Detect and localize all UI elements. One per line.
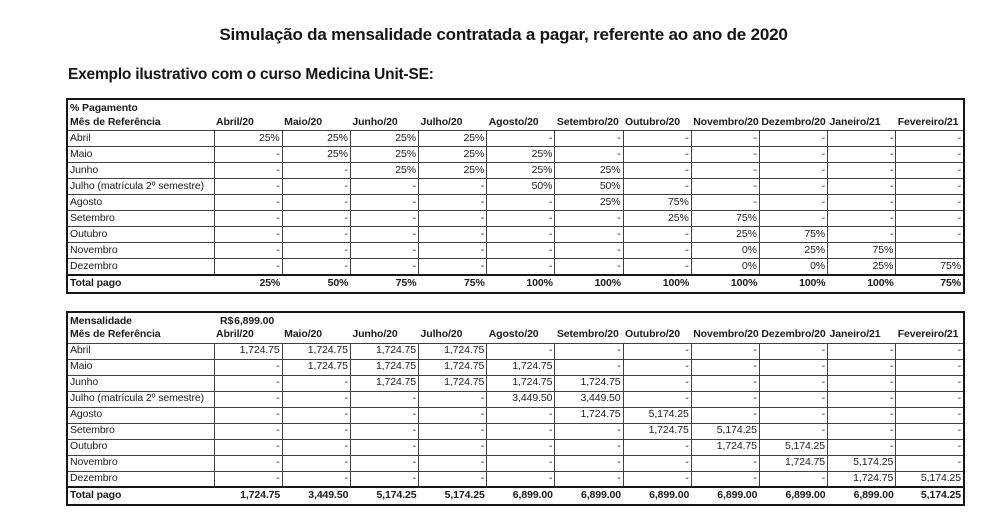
value-cell: - [896, 359, 964, 375]
month-column-header: Outubro/20 [625, 115, 681, 128]
value-cell: 25% [487, 163, 555, 179]
total-value-cell: 100% [691, 275, 759, 293]
table-row [67, 195, 964, 211]
value-cell: - [623, 179, 691, 195]
value-cell: - [214, 471, 282, 487]
value-cell: 50% [487, 179, 555, 195]
value-cell: 5,174.25 [759, 439, 827, 455]
value-cell: 5,174.25 [691, 423, 759, 439]
value-cell: - [759, 423, 827, 439]
table-row [67, 131, 964, 147]
value-cell: - [896, 343, 964, 359]
value-cell: - [896, 375, 964, 391]
total-value-cell: 100% [828, 275, 896, 293]
total-value-cell: 1,724.75 [214, 487, 282, 505]
value-cell: - [487, 455, 555, 471]
value-cell: 25% [691, 227, 759, 243]
value-cell: - [759, 391, 827, 407]
value-cell: - [214, 359, 282, 375]
value-cell: - [828, 375, 896, 391]
table-row [67, 455, 964, 471]
value-cell: - [896, 211, 964, 227]
value-cell: - [691, 407, 759, 423]
month-column-header: Junho/20 [352, 328, 398, 341]
page-subtitle: Exemplo ilustrativo com o curso Medicina Unit-SE: [68, 66, 434, 83]
value-cell: - [214, 179, 282, 195]
value-cell: 1,724.75 [487, 375, 555, 391]
value-cell: - [691, 163, 759, 179]
value-cell: 1,724.75 [555, 375, 623, 391]
row-label: Agosto [67, 195, 214, 211]
value-cell: - [555, 147, 623, 163]
value-cell: - [896, 455, 964, 471]
value-cell: - [282, 439, 350, 455]
value-cell: - [419, 195, 487, 211]
value-cell: 25% [350, 147, 418, 163]
row-label: Julho (matrícula 2º semestre) [67, 391, 214, 407]
value-cell: - [350, 179, 418, 195]
value-cell: - [896, 147, 964, 163]
value-cell: - [555, 455, 623, 471]
table-row [67, 343, 964, 359]
column-header-row [67, 327, 964, 343]
table-row [67, 359, 964, 375]
value-cell: 0% [759, 259, 827, 275]
table-title-row [67, 99, 964, 115]
total-value-cell: 100% [555, 275, 623, 293]
value-cell: - [214, 391, 282, 407]
value-cell: 1,724.75 [214, 343, 282, 359]
value-cell: 1,724.75 [350, 359, 418, 375]
value-cell: - [896, 391, 964, 407]
value-cell: - [896, 407, 964, 423]
month-column-header: Maio/20 [284, 328, 322, 341]
value-cell: 25% [282, 147, 350, 163]
value-cell: - [896, 227, 964, 243]
value-cell: - [419, 391, 487, 407]
value-cell: - [282, 163, 350, 179]
value-cell: - [759, 407, 827, 423]
value-cell: - [623, 439, 691, 455]
value-cell: - [350, 407, 418, 423]
value-cell: - [214, 439, 282, 455]
value-cell: - [350, 259, 418, 275]
total-value-cell: 100% [487, 275, 555, 293]
value-cell: - [555, 211, 623, 227]
value-cell: - [419, 423, 487, 439]
value-cell: - [828, 343, 896, 359]
row-label: Junho [67, 375, 214, 391]
table-title: Mensalidade [70, 314, 132, 327]
row-label: Setembro [67, 211, 214, 227]
total-label: Total pago [67, 275, 214, 293]
value-cell: - [555, 439, 623, 455]
value-cell: - [828, 195, 896, 211]
value-cell: - [487, 243, 555, 259]
value-cell: 1,724.75 [419, 343, 487, 359]
value-cell: - [487, 131, 555, 147]
value-cell: 75% [896, 259, 964, 275]
value-cell: - [555, 423, 623, 439]
total-value-cell: 25% [214, 275, 282, 293]
value-cell: - [350, 243, 418, 259]
value-cell: - [555, 343, 623, 359]
value-cell: 25% [555, 195, 623, 211]
value-cell: - [282, 227, 350, 243]
value-cell: - [419, 211, 487, 227]
value-cell: - [282, 375, 350, 391]
value-cell [896, 243, 964, 259]
value-cell: - [555, 471, 623, 487]
row-label: Outubro [67, 227, 214, 243]
value-cell: - [350, 439, 418, 455]
value-cell: - [759, 179, 827, 195]
monthly-fee-value: 6,899.00 [234, 314, 275, 327]
value-cell: - [828, 147, 896, 163]
table-row [67, 243, 964, 259]
value-cell: - [214, 211, 282, 227]
total-value-cell: 75% [419, 275, 487, 293]
row-label: Novembro [67, 243, 214, 259]
value-cell: 25% [419, 163, 487, 179]
month-column-header: Janeiro/21 [829, 328, 881, 341]
reference-month-header: Mês de Referência [70, 328, 161, 341]
value-cell: - [419, 455, 487, 471]
value-cell: 75% [623, 195, 691, 211]
value-cell: 25% [282, 131, 350, 147]
value-cell: - [896, 163, 964, 179]
value-cell: - [896, 423, 964, 439]
value-cell: - [759, 211, 827, 227]
value-cell: - [555, 227, 623, 243]
value-cell: - [282, 407, 350, 423]
value-cell: 50% [555, 179, 623, 195]
amount-payment-table [66, 311, 965, 507]
value-cell: - [691, 195, 759, 211]
table-row [67, 471, 964, 487]
value-cell: - [350, 227, 418, 243]
value-cell: - [419, 471, 487, 487]
value-cell: 1,724.75 [350, 343, 418, 359]
value-cell: - [350, 211, 418, 227]
value-cell: - [691, 147, 759, 163]
table-row [67, 147, 964, 163]
row-label: Julho (matrícula 2º semestre) [67, 179, 214, 195]
row-label: Junho [67, 163, 214, 179]
month-column-header: Agosto/20 [488, 328, 539, 341]
value-cell: 25% [828, 259, 896, 275]
value-cell: - [828, 407, 896, 423]
table-title: % Pagamento [70, 102, 138, 114]
month-column-header: Maio/20 [284, 115, 322, 128]
value-cell: - [623, 259, 691, 275]
value-cell: - [759, 471, 827, 487]
value-cell: - [759, 163, 827, 179]
row-label: Dezembro [67, 259, 214, 275]
value-cell: - [623, 391, 691, 407]
value-cell: - [350, 471, 418, 487]
row-label: Outubro [67, 439, 214, 455]
total-value-cell: 3,449.50 [282, 487, 350, 505]
month-column-header: Setembro/20 [556, 115, 619, 128]
value-cell: 25% [487, 147, 555, 163]
table-row [67, 423, 964, 439]
total-value-cell: 50% [282, 275, 350, 293]
value-cell: 25% [350, 131, 418, 147]
total-value-cell: 6,899.00 [555, 487, 623, 505]
total-value-cell: 5,174.25 [350, 487, 418, 505]
total-value-cell: 5,174.25 [896, 487, 964, 505]
value-cell: - [419, 439, 487, 455]
value-cell: 1,724.75 [419, 359, 487, 375]
value-cell: - [214, 423, 282, 439]
value-cell: 0% [691, 259, 759, 275]
value-cell: - [623, 227, 691, 243]
value-cell: 25% [623, 211, 691, 227]
month-column-header: Julho/20 [420, 328, 463, 341]
total-value-cell: 6,899.00 [487, 487, 555, 505]
row-label: Abril [67, 343, 214, 359]
month-column-header: Setembro/20 [556, 328, 619, 341]
value-cell: - [214, 163, 282, 179]
value-cell: - [828, 179, 896, 195]
value-cell: 1,724.75 [350, 375, 418, 391]
value-cell: - [419, 243, 487, 259]
value-cell: - [282, 423, 350, 439]
value-cell: - [691, 455, 759, 471]
value-cell: 1,724.75 [623, 423, 691, 439]
month-column-header: Julho/20 [420, 115, 463, 128]
value-cell: - [623, 243, 691, 259]
value-cell: 1,724.75 [828, 471, 896, 487]
value-cell: - [487, 195, 555, 211]
value-cell: - [896, 195, 964, 211]
value-cell: - [623, 163, 691, 179]
value-cell: - [828, 227, 896, 243]
percent-payment-table [66, 98, 965, 294]
column-header-row [67, 115, 964, 131]
value-cell: 1,724.75 [282, 343, 350, 359]
value-cell: 25% [214, 131, 282, 147]
value-cell: - [691, 471, 759, 487]
value-cell: - [419, 179, 487, 195]
month-column-header: Abril/20 [216, 115, 254, 128]
value-cell: 5,174.25 [828, 455, 896, 471]
value-cell: - [691, 343, 759, 359]
value-cell: - [691, 359, 759, 375]
value-cell: - [759, 147, 827, 163]
value-cell: - [350, 423, 418, 439]
value-cell: 25% [555, 163, 623, 179]
row-label: Abril [67, 131, 214, 147]
total-value-cell: 6,899.00 [759, 487, 827, 505]
table-title-row [67, 312, 964, 328]
total-value-cell: 100% [759, 275, 827, 293]
value-cell: 25% [419, 131, 487, 147]
value-cell: 5,174.25 [623, 407, 691, 423]
row-label: Novembro [67, 455, 214, 471]
value-cell: - [555, 259, 623, 275]
value-cell: - [896, 439, 964, 455]
value-cell: - [419, 407, 487, 423]
value-cell: - [282, 211, 350, 227]
value-cell: - [623, 471, 691, 487]
value-cell: - [282, 259, 350, 275]
value-cell: - [828, 211, 896, 227]
value-cell: 25% [350, 163, 418, 179]
table-row [67, 259, 964, 275]
row-label: Maio [67, 359, 214, 375]
month-column-header: Junho/20 [352, 115, 398, 128]
value-cell: - [282, 455, 350, 471]
total-value-cell: 75% [896, 275, 964, 293]
month-column-header: Dezembro/20 [761, 115, 826, 128]
value-cell: - [214, 147, 282, 163]
value-cell: 0% [691, 243, 759, 259]
row-label: Dezembro [67, 471, 214, 487]
total-value-cell: 75% [350, 275, 418, 293]
total-value-cell: 6,899.00 [623, 487, 691, 505]
month-column-header: Abril/20 [216, 328, 254, 341]
value-cell: - [828, 131, 896, 147]
value-cell: - [623, 147, 691, 163]
value-cell: - [691, 179, 759, 195]
table-row [67, 439, 964, 455]
value-cell: 75% [691, 211, 759, 227]
month-column-header: Novembro/20 [693, 328, 759, 341]
month-column-header: Fevereiro/21 [897, 115, 959, 128]
value-cell: - [691, 131, 759, 147]
value-cell: - [487, 343, 555, 359]
header-filler [282, 312, 964, 328]
monthly-fee-cell [214, 312, 282, 328]
value-cell: - [759, 131, 827, 147]
value-cell: - [896, 179, 964, 195]
value-cell: - [555, 131, 623, 147]
value-cell: - [691, 391, 759, 407]
value-cell: - [623, 343, 691, 359]
total-value-cell: 100% [623, 275, 691, 293]
value-cell: - [896, 131, 964, 147]
value-cell: 1,724.75 [487, 359, 555, 375]
row-label: Agosto [67, 407, 214, 423]
value-cell: 1,724.75 [555, 407, 623, 423]
value-cell: - [282, 391, 350, 407]
value-cell: - [282, 243, 350, 259]
value-cell: - [487, 439, 555, 455]
value-cell: 75% [759, 227, 827, 243]
total-value-cell: 5,174.25 [419, 487, 487, 505]
value-cell: - [350, 195, 418, 211]
table-row [67, 407, 964, 423]
month-column-header: Agosto/20 [488, 115, 539, 128]
value-cell: - [214, 243, 282, 259]
value-cell: - [214, 375, 282, 391]
table-row [67, 391, 964, 407]
value-cell: - [282, 179, 350, 195]
value-cell: - [555, 359, 623, 375]
value-cell: - [214, 195, 282, 211]
value-cell: - [214, 259, 282, 275]
total-row [67, 275, 964, 293]
value-cell: - [487, 407, 555, 423]
value-cell: 25% [759, 243, 827, 259]
table-row [67, 227, 964, 243]
value-cell: - [282, 471, 350, 487]
value-cell: - [623, 359, 691, 375]
page-title: Simulação da mensalidade contratada a pagar, referente ao ano de 2020 [219, 25, 788, 44]
total-value-cell: 6,899.00 [691, 487, 759, 505]
value-cell: - [623, 375, 691, 391]
table-row [67, 163, 964, 179]
value-cell: 25% [419, 147, 487, 163]
value-cell: - [214, 455, 282, 471]
value-cell: - [691, 375, 759, 391]
total-label: Total pago [67, 487, 214, 505]
value-cell: - [828, 163, 896, 179]
value-cell: - [487, 423, 555, 439]
value-cell: 3,449.50 [555, 391, 623, 407]
month-column-header: Dezembro/20 [761, 328, 826, 341]
value-cell: - [623, 455, 691, 471]
value-cell: 1,724.75 [419, 375, 487, 391]
value-cell: 3,449.50 [487, 391, 555, 407]
table-row [67, 179, 964, 195]
value-cell: - [487, 471, 555, 487]
value-cell: - [419, 259, 487, 275]
value-cell: 1,724.75 [759, 455, 827, 471]
reference-month-header: Mês de Referência [70, 115, 161, 128]
value-cell: - [828, 359, 896, 375]
value-cell: - [487, 259, 555, 275]
value-cell: - [419, 227, 487, 243]
value-cell: - [282, 195, 350, 211]
month-column-header: Novembro/20 [693, 115, 759, 128]
value-cell: 1,724.75 [691, 439, 759, 455]
value-cell: - [759, 195, 827, 211]
row-label: Maio [67, 147, 214, 163]
value-cell: 5,174.25 [896, 471, 964, 487]
value-cell: - [214, 227, 282, 243]
value-cell: - [828, 439, 896, 455]
value-cell: 1,724.75 [282, 359, 350, 375]
value-cell: - [623, 131, 691, 147]
month-column-header: Outubro/20 [625, 328, 681, 341]
row-label: Setembro [67, 423, 214, 439]
value-cell: - [487, 211, 555, 227]
value-cell: - [828, 391, 896, 407]
total-value-cell: 6,899.00 [828, 487, 896, 505]
table-row [67, 211, 964, 227]
value-cell: - [350, 455, 418, 471]
month-column-header: Janeiro/21 [829, 115, 881, 128]
currency-symbol: R$ [220, 314, 234, 327]
value-cell: - [555, 243, 623, 259]
value-cell: - [759, 375, 827, 391]
month-column-header: Fevereiro/21 [897, 328, 959, 341]
value-cell: - [759, 343, 827, 359]
total-row [67, 487, 964, 505]
value-cell: - [487, 227, 555, 243]
value-cell: 75% [828, 243, 896, 259]
value-cell: - [828, 423, 896, 439]
table-row [67, 375, 964, 391]
value-cell: - [350, 391, 418, 407]
value-cell: - [759, 359, 827, 375]
value-cell: - [214, 407, 282, 423]
